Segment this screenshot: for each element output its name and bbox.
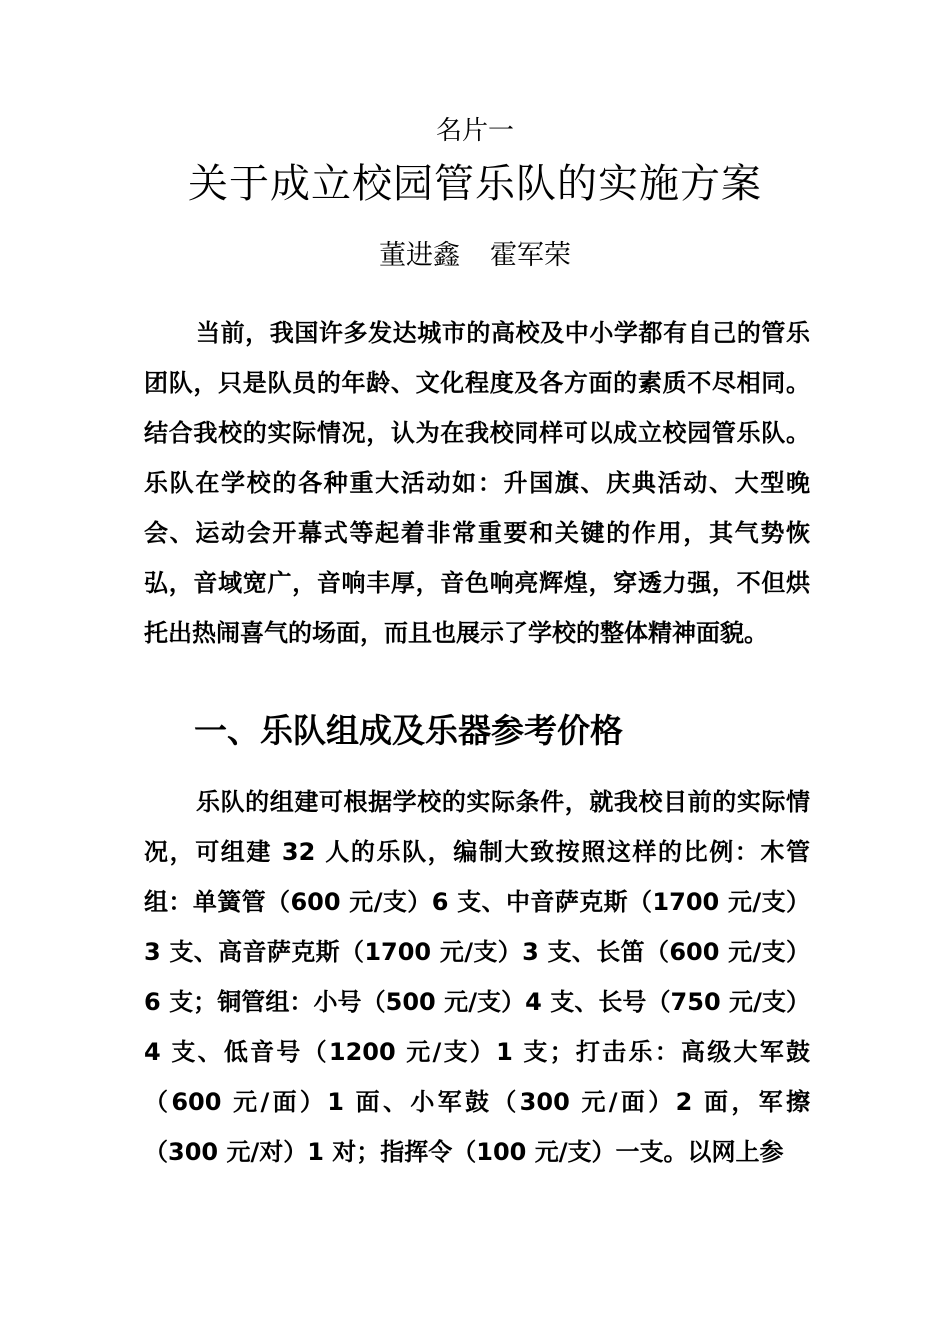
document-title: 关于成立校园管乐队的实施方案 <box>188 161 762 207</box>
author-name: 霍军荣 <box>490 240 571 271</box>
authors-line <box>0 236 950 276</box>
section-paragraph: 乐队的组建可根据学校的实际条件，就我校目前的实际情况，可组建 32 人的乐队，编制大致按照这样的比例：木管组：单簧管（600 元/支）6 支、中音萨克斯（1700 元/支）3 支、高音萨克斯（1700 元/支）3 支、长笛（600 元/支）6 支；铜管组：小号（500 元/支）4 支、长号（750 元/支）4 支、低音号（1200 元/支）1 支；打击乐：高级大军鼓（600 元/面）1 面、小军鼓（300 元/面）2 面，军擦（300 元/对）1 对；指挥令（100 元/支）一支。以网上参 <box>144 788 810 1166</box>
author-name: 董进鑫 <box>379 240 460 271</box>
intro-paragraph: 当前，我国许多发达城市的高校及中小学都有自己的管乐团队，只是队员的年龄、文化程度及各方面的素质不尽相同。结合我校的实际情况，认为在我校同样可以成立校园管乐队。乐队在学校的各种重大活动如：升国旗、庆典活动、大型晚会、运动会开幕式等起着非常重要和关键的作用，其气势恢弘，音域宽广，音响丰厚，音色响亮辉煌，穿透力强，不但烘托出热闹喜气的场面，而且也展示了学校的整体精神面貌。 <box>144 319 810 647</box>
section-heading: 一、乐队组成及乐器参考价格 <box>194 711 623 750</box>
document-label: 名片一 <box>435 116 514 146</box>
